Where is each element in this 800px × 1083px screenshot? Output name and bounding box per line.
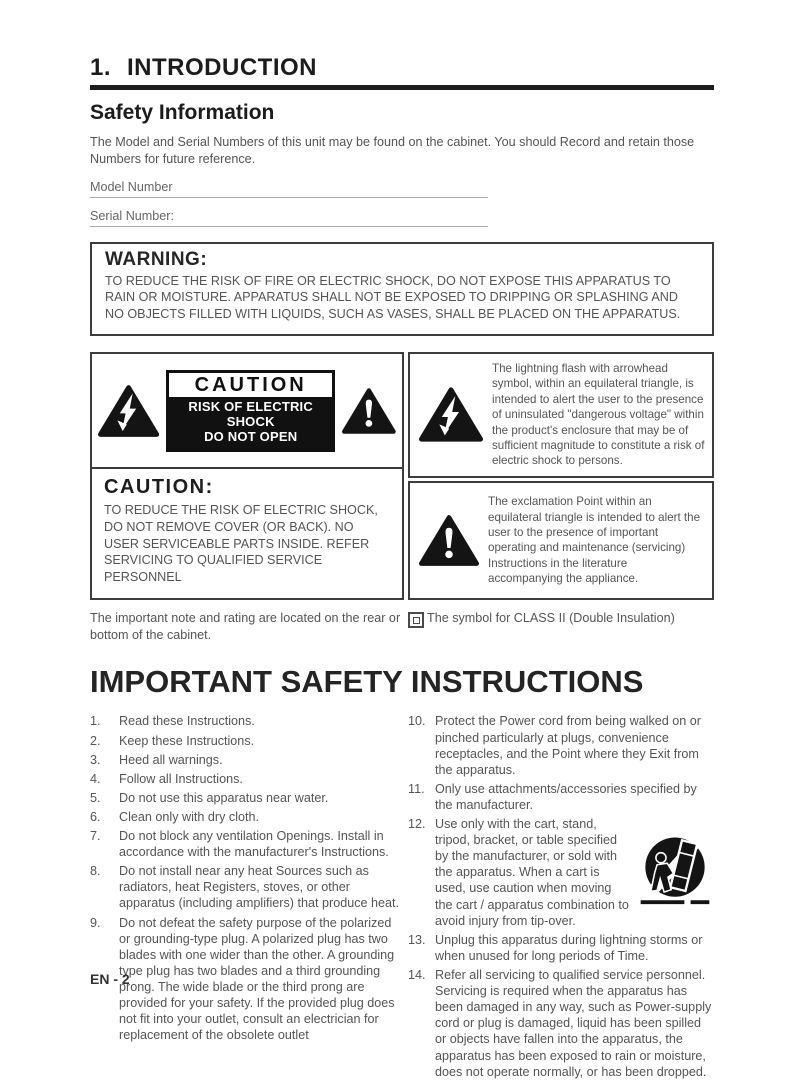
exclamation-symbol-note <box>408 481 714 600</box>
caution-label-box <box>166 370 335 452</box>
list-item: 9. Do not defeat the safety purpose of the polarized or grounding-type plug. A polarized plug has two blades with one wider than the other. A grounding type plug has two blades and a third grounding prong. The wide blade or the third prong are provided for your safety. If the provided plug does not fit into your outlet, consult an electrician for replacement of the obsolete outlet <box>90 915 395 1043</box>
exclamation-symbol-text: The exclamation Point within an equilateral triangle is intended to alert the user to the presence of important operating and maintenance (servicing) Instructions in the literature accompanying the appliance. <box>488 495 701 586</box>
model-number-field: Model Number <box>90 180 488 198</box>
instructions-left-column <box>90 713 400 1082</box>
caution-heading: CAUTION: <box>104 475 214 498</box>
serial-number-field: Serial Number: <box>90 209 488 227</box>
class2-note-text: The symbol for CLASS II (Double Insulation) <box>427 611 675 626</box>
caution-body: TO REDUCE THE RISK OF ELECTRIC SHOCK, DO NOT REMOVE COVER (OR BACK). NO USER SERVICEABLE PARTS INSIDE. REFER SERVICING TO QUALIFIED SERVICE PERSONNEL <box>104 502 378 585</box>
caution-label-title: CAUTION <box>169 373 332 397</box>
section-title: INTRODUCTION <box>127 54 317 81</box>
safety-instructions-lists <box>90 713 714 1082</box>
caution-label-text <box>169 397 332 449</box>
list-item: 10. Protect the Power cord from being walked on or pinched particularly at plugs, convenience receptacles, and the Point where they Exit from the apparatus. <box>408 714 701 777</box>
caution-label-graphic <box>92 354 402 469</box>
list-item: 2. Keep these Instructions. <box>90 733 255 748</box>
list-item: 14. Refer all servicing to qualified service personnel. Servicing is required when the apparatus has been damaged in any way, such as Power-supply cord or plug is damaged, liquid has been spilled or objects have fallen into the apparatus, the apparatus has been exposed to rain or moisture, does not operate normally, or has been dropped. <box>408 968 712 1079</box>
list-item: 12. Use only with the cart, stand, tripod, bracket, or table specified by the manufacturer, or sold with the apparatus. When a cart is used, use caution when moving the cart / apparatus combination to avoid injury from tip-over. <box>408 816 714 929</box>
list-item: 11. Only use attachments/accessories specified by the manufacturer. <box>408 781 697 812</box>
list-item: 5. Do not use this apparatus near water. <box>90 790 329 805</box>
page-title: Safety Information <box>90 101 275 124</box>
caution-text-block <box>92 469 402 598</box>
rating-location-note: The important note and rating are located on the rear or bottom of the cabinet. <box>90 611 401 643</box>
caution-label-line1: RISK OF ELECTRIC SHOCK <box>188 398 313 429</box>
class2-symbol-icon <box>408 612 424 628</box>
instructions-right-column <box>408 713 714 1082</box>
exclamation-triangle-icon <box>419 513 479 568</box>
list-item: 4. Follow all Instructions. <box>90 771 243 786</box>
warning-title: WARNING: <box>105 248 208 270</box>
caution-panel <box>90 352 404 600</box>
list-item: 1. Read these Instructions. <box>90 714 255 729</box>
lightning-symbol-text: The lightning flash with arrowhead symbol, within an equilateral triangle, is intended to alert the user to the presence of uninsulated "dangerous voltage" within the product's enclosure that may be of sufficient magnitude to constitute a risk of electric shock to persons. <box>492 361 705 468</box>
section-heading <box>90 54 714 90</box>
list-item: 7. Do not block any ventilation Openings. Install in accordance with the manufacturer's Instructions. <box>90 829 389 860</box>
notes-row <box>90 610 714 644</box>
list-item: 3. Heed all warnings. <box>90 752 223 767</box>
warning-body: TO REDUCE THE RISK OF FIRE OR ELECTRIC SHOCK, DO NOT EXPOSE THIS APPARATUS TO RAIN OR MOISTURE. APPARATUS SHALL NOT BE EXPOSED TO DRIPPING OR SPLASHING AND NO OBJECTS FILLED WITH LIQUIDS, SUCH AS VASES, SHALL BE PLACED ON THE APPARATUS. <box>105 273 681 322</box>
symbol-explanations <box>408 352 714 600</box>
intro-paragraph: The Model and Serial Numbers of this unit may be found on the cabinet. You should Record and retain those Numbers for future reference. <box>90 135 695 167</box>
lightning-triangle-icon <box>419 386 483 443</box>
exclamation-triangle-icon <box>342 382 396 440</box>
safety-instructions-title: IMPORTANT SAFETY INSTRUCTIONS <box>90 664 644 700</box>
list-item: 8. Do not install near any heat Sources such as radiators, heat Registers, stoves, or other apparatus (including amplifiers) that produce heat. <box>90 864 400 911</box>
section-number: 1. <box>90 54 112 81</box>
symbol-section <box>90 352 714 600</box>
cart-item-text: Use only with the cart, stand, tripod, bracket, or table specified by the manufacturer, or sold with the apparatus. When a cart is used, use caution when moving the cart / apparatus combination to avoid injury from tip-over. <box>435 816 714 929</box>
warning-box <box>90 242 714 336</box>
lightning-triangle-icon <box>98 382 159 440</box>
page-number: EN - 2 <box>90 971 130 987</box>
caution-label-line2: DO NOT OPEN <box>204 428 298 444</box>
page-content <box>90 54 714 1083</box>
cart-tipover-icon <box>636 828 714 914</box>
class2-note <box>408 610 714 644</box>
list-item: 6. Clean only with dry cloth. <box>90 809 259 824</box>
list-item: 13. Unplug this apparatus during lightning storms or when unused for long periods of Time. <box>408 932 703 963</box>
lightning-symbol-note <box>408 352 714 478</box>
